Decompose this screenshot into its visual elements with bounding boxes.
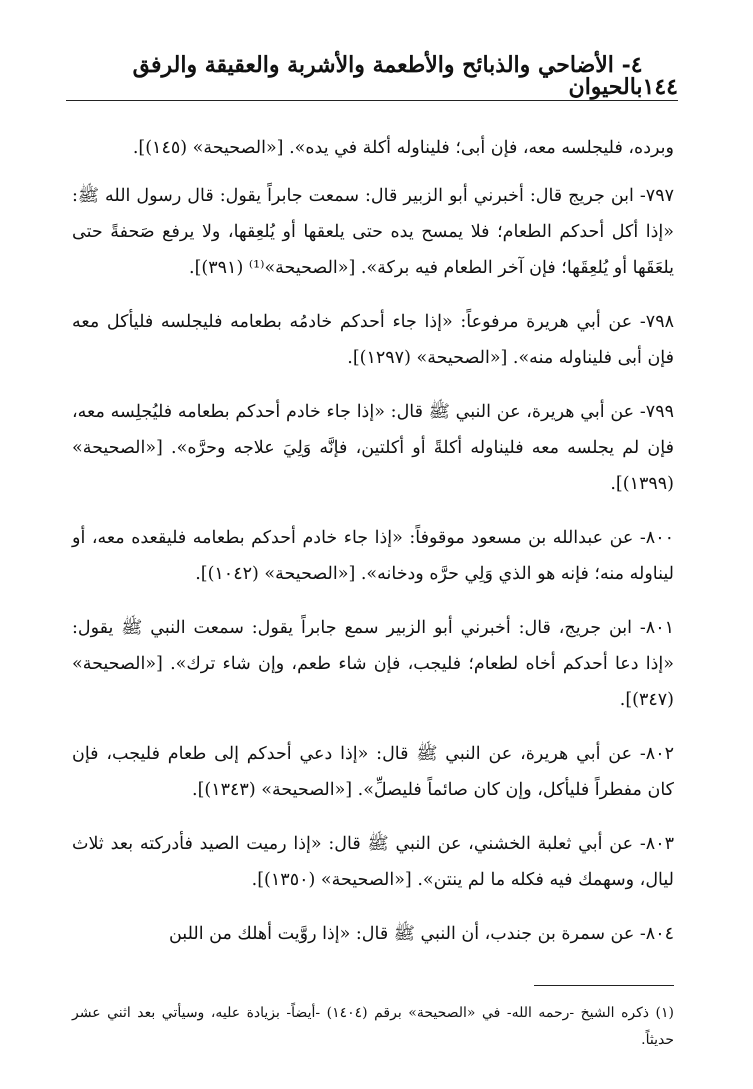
body-text [72,130,674,970]
paragraph-continuation: وبرده، فليجلسه معه، فإن أبى؛ فليناوله أكلة في يده». [«الصحيحة» (١٤٥)]. [132,138,674,158]
hadith-799: ٧٩٩- عن أبي هريرة، عن النبي ﷺ قال: «إذا جاء خادم أحدكم بطعامه فليُجلِسه معه، فإن لم يجلسه معه فليناوله أكلةً أو أكلتين، فإنَّه وَلِيَ علاجه وحرَّه». [«الصحيحة» (١٣٩٩)]. [72,402,674,494]
hadith-804: ٨٠٤- عن سمرة بن جندب، أن النبي ﷺ قال: «إذا روَّيت أهلك من اللبن [168,924,674,944]
footnote: (١) ذكره الشيخ -رحمه الله- في «الصحيحة» برقم (١٤٠٤) -أيضاً- بزيادة عليه، وسيأتي بعد اثني عشر حديثاً. [72,1005,674,1048]
page-number: ١٤٤ [642,74,678,100]
header-divider [66,100,678,101]
hadith-800: ٨٠٠- عن عبدالله بن مسعود موقوفاً: «إذا جاء خادم أحدكم بطعامه فليقعده معه، أو ليناوله منه؛ فإنه هو الذي وَلِي حرَّه ودخانه». [«الصحيحة» (١٠٤٢)]. [72,528,674,584]
hadith-803: ٨٠٣- عن أبي ثعلبة الخشني، عن النبي ﷺ قال: «إذا رميت الصيد فأدركته بعد ثلاث ليال، وسهمك فيه فكله ما لم ينتن». [«الصحيحة» (١٣٥٠)]. [72,834,674,890]
hadith-797: ٧٩٧- ابن جريج قال: أخبرني أبو الزبير قال: سمعت جابراً يقول: قال رسول الله ﷺ: «إذا أكل أحدكم الطعام؛ فلا يمسح يده حتى يلعقها أو يُلعِقها، ولا يرفع صَحفةً حتى يلعَقَها أو يُلعِقَها؛ فإن آخر الطعام فيه بركة». [«الصحيحة»⁽¹⁾ (٣٩١)]. [72,186,674,278]
hadith-798: ٧٩٨- عن أبي هريرة مرفوعاً: «إذا جاء أحدكم خادمُه بطعامه فليجلسه فليأكل معه فإن أبى فليناوله منه». [«الصحيحة» (١٢٩٧)]. [72,312,674,368]
hadith-801: ٨٠١- ابن جريج، قال: أخبرني أبو الزبير سمع جابراً يقول: سمعت النبي ﷺ يقول: «إذا دعا أحدكم أخاه لطعام؛ فليجب، فإن شاء طعم، وإن شاء ترك». [«الصحيحة» (٣٤٧)]. [72,618,674,710]
footnote-divider [534,985,674,986]
chapter-title: ٤- الأضاحي والذبائح والأطعمة والأشربة والعقيقة والرفق بالحيوان [132,52,643,100]
running-header [66,52,678,100]
hadith-802: ٨٠٢- عن أبي هريرة، عن النبي ﷺ قال: «إذا دعي أحدكم إلى طعام فليجب، فإن كان مفطراً فليأكل، وإن كان صائماً فليصلِّ». [«الصحيحة» (١٣٤٣)]. [72,744,674,800]
